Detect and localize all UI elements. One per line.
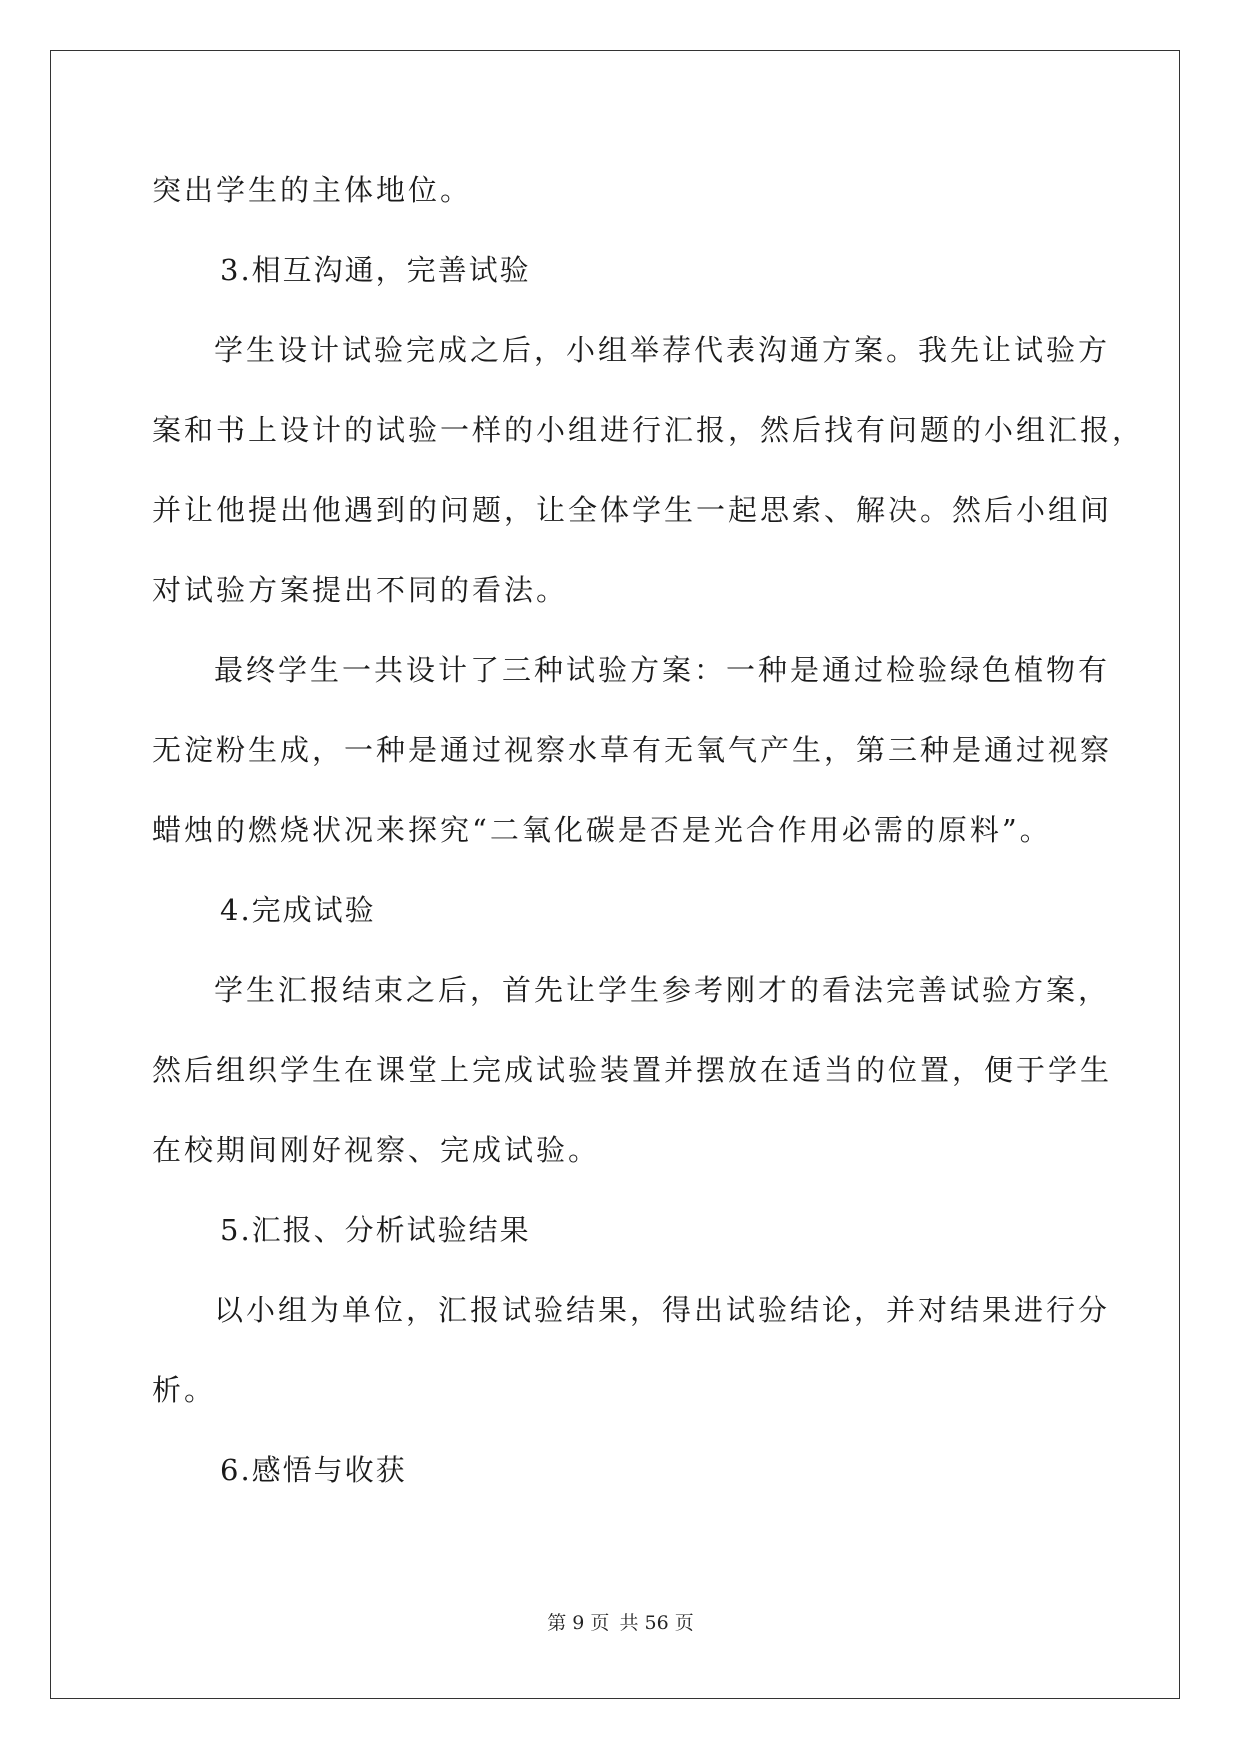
text-line: 无淀粉生成，一种是通过视察水草有无氧气产生，第三种是通过视察 bbox=[152, 733, 1113, 767]
text-line: 学生汇报结束之后，首先让学生参考刚才的看法完善试验方案， bbox=[214, 973, 1111, 1007]
text-line: 突出学生的主体地位。 bbox=[152, 173, 473, 207]
text-line: 析。 bbox=[152, 1373, 217, 1407]
section-heading: 3.相互沟通，完善试验 bbox=[220, 253, 531, 287]
page-number: 第 9 页 bbox=[547, 1612, 610, 1634]
text-line: 最终学生一共设计了三种试验方案：一种是通过检验绿色植物有 bbox=[214, 653, 1111, 687]
text-line: 并让他提出他遇到的问题，让全体学生一起思索、解决。然后小组间 bbox=[152, 493, 1113, 527]
text-line: 案和书上设计的试验一样的小组进行汇报，然后找有问题的小组汇报， bbox=[152, 413, 1145, 447]
text-line: 学生设计试验完成之后，小组举荐代表沟通方案。我先让试验方 bbox=[214, 333, 1111, 367]
page-footer bbox=[0, 1608, 1241, 1635]
page-total: 共 56 页 bbox=[619, 1612, 694, 1634]
section-heading: 4.完成试验 bbox=[220, 893, 376, 927]
text-line: 蜡烛的燃烧状况来探究“二氧化碳是否是光合作用必需的原料”。 bbox=[152, 813, 1052, 847]
text-line: 对试验方案提出不同的看法。 bbox=[152, 573, 569, 607]
text-line: 在校期间刚好视察、完成试验。 bbox=[152, 1133, 601, 1167]
text-line: 然后组织学生在课堂上完成试验装置并摆放在适当的位置，便于学生 bbox=[152, 1053, 1113, 1087]
section-heading: 6.感悟与收获 bbox=[220, 1453, 407, 1487]
text-line: 以小组为单位，汇报试验结果，得出试验结论，并对结果进行分 bbox=[214, 1293, 1111, 1327]
section-heading: 5.汇报、分析试验结果 bbox=[220, 1213, 531, 1247]
